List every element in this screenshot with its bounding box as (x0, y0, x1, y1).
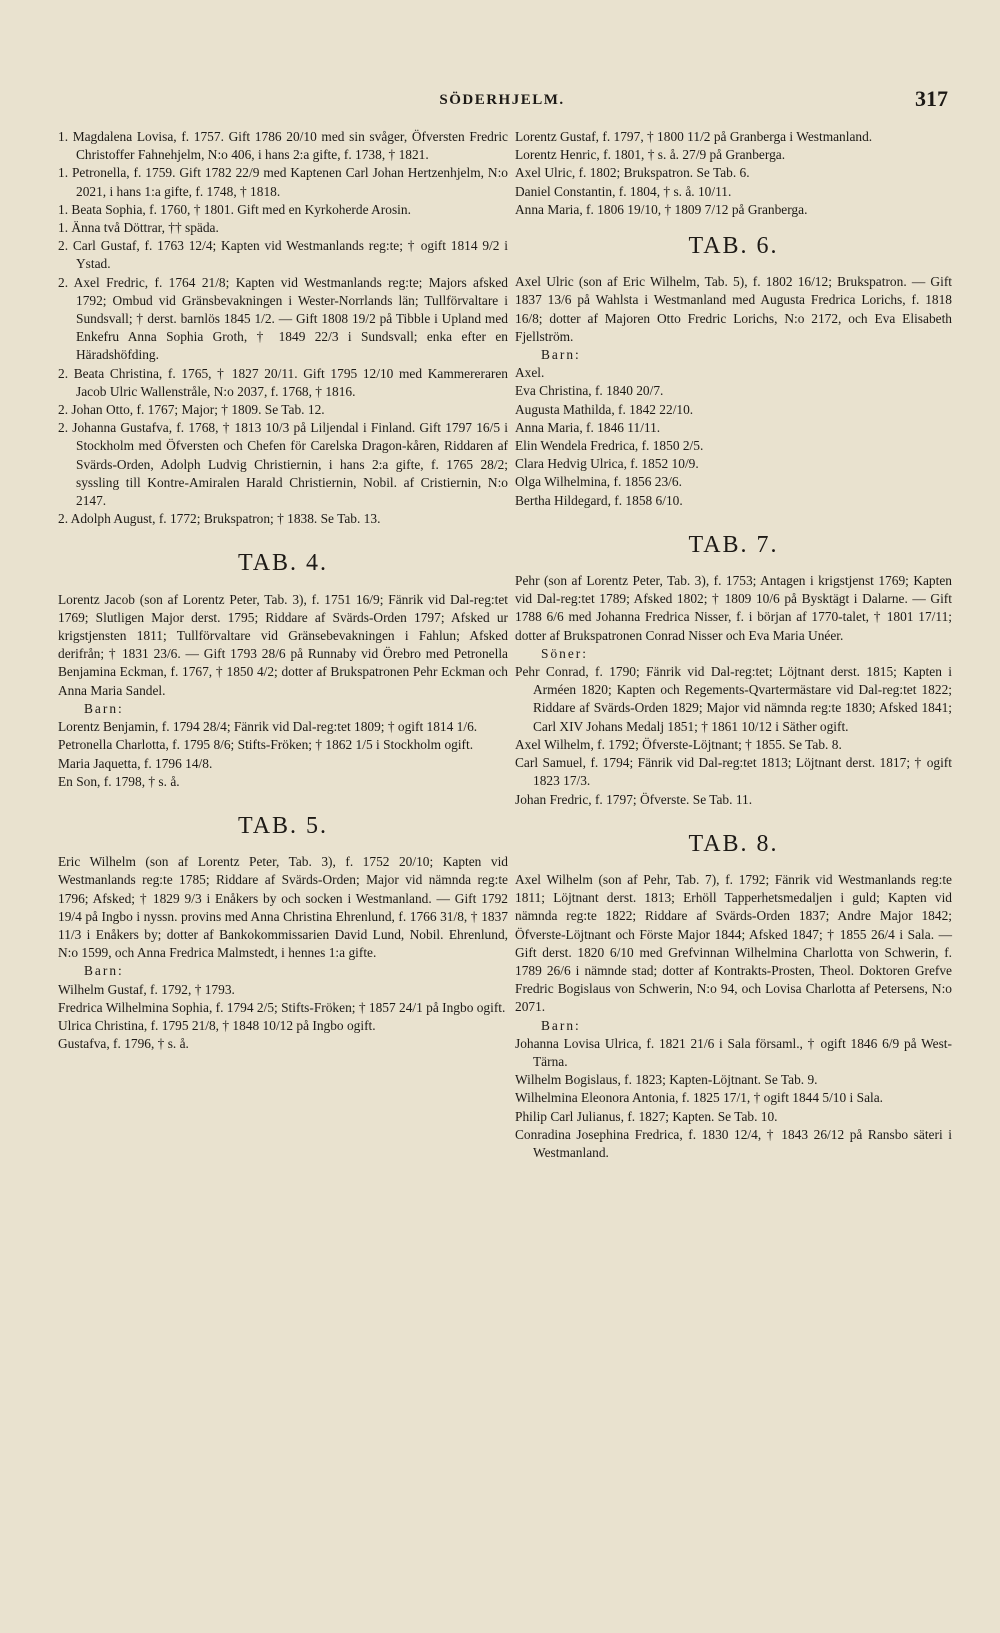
entry: 1. Beata Sophia, f. 1760, † 1801. Gift med en Kyrkoherde Arosin. (58, 201, 411, 217)
tab-5-heading: TAB. 5. (237, 812, 329, 839)
child-entry: Olga Wilhelmina, f. 1856 23/6. (515, 474, 682, 490)
child-entry: Augusta Mathilda, f. 1842 22/10. (515, 401, 694, 417)
page-header (56, 86, 948, 120)
page-number: 317 (915, 86, 948, 111)
tab-8-barn-label: Barn: (541, 1017, 581, 1033)
tab-8-body: Axel Wilhelm (son af Pehr, Tab. 7), f. 1792; Fänrik vid Westmanlands reg:te 1811; Löjtnant derst. 1813; Erhöll Tapperhetsmedaljen i guld; Kapten vid nämnda reg:te 1822; Riddare af Svärds-Orden 1837; Andre Major 1842; Öfverste-Löjtnant och Förste Major 1844; Afsked 1847; † 1855 26/4 i Sala. — Gift derst. 1820 6/10 med Grefvinnan Wilhelmina Charlotta von Schwerin, f. 1789 26/6 i nämnde stad; dotter af Kontrakts-Prosten, Theol. Doktoren Grefve Fredric Bogislaus von Schwerin, N:o 94, och Lovisa Charlotta af Petersens, N:o 2071. (515, 871, 952, 1015)
child-entry: Fredrica Wilhelmina Sophia, f. 1794 2/5; Stifts-Fröken; † 1857 24/1 på Ingbo ogift. (58, 999, 506, 1015)
left-column (58, 128, 508, 1053)
entry: Daniel Constantin, f. 1804, † s. å. 10/11. (515, 183, 732, 199)
child-entry: Wilhelm Gustaf, f. 1792, † 1793. (58, 981, 235, 997)
child-entry: Johan Fredric, f. 1797; Öfverste. Se Tab. 11. (515, 791, 753, 807)
entry: 2. Beata Christina, f. 1765, † 1827 20/11. Gift 1795 12/10 med Kammereraren Jacob Ulric Wallenstråle, N:o 2037, f. 1768, † 1816. (58, 365, 508, 399)
child-entry: Conradina Josephina Fredrica, f. 1830 12/4, † 1843 26/12 på Ransbo säteri i Westmanland. (515, 1126, 952, 1160)
entry: 1. Änna två Döttrar, †† späda. (58, 220, 219, 236)
entry: 1. Petronella, f. 1759. Gift 1782 22/9 med Kaptenen Carl Johan Hertzenhjelm, N:o 2021, i hans 1:a gifte, f. 1748, † 1818. (58, 165, 508, 199)
child-entry: En Son, f. 1798, † s. å. (58, 773, 180, 789)
tab-4-body: Lorentz Jacob (son af Lorentz Peter, Tab. 3), f. 1751 16/9; Fänrik vid Dal-reg:tet 1769; Slutligen Major derst. 1795; Riddare af Svärds-Orden 1797; Afsked ur krigstjensten 1811; Tullförvaltare vid Gränsebevakningen i Fahlun; Afsked derifrån; † 1831 23/6. — Gift 1793 28/6 på Runnaby vid Örebro med Petronella Benjamina Eckman, f. 1767, † 1850 4/2; dotter af Brukspatronen Pehr Eckman och Anna Maria Sandel. (58, 591, 508, 698)
tab-5-barn-label: Barn: (84, 963, 124, 979)
child-entry: Pehr Conrad, f. 1790; Fänrik vid Dal-reg:tet; Löjtnant derst. 1815; Kapten i Arméen 1820; Kapten och Regements-Qvartermästare vid Dal-reg:tet 1822; Riddare af Svärds-Orden 1829; Major vid nämnda reg:te 1830; Afsked 1841; Carl XIV Johans Medalj 1851; † 1861 10/12 i Säther ogift. (515, 664, 952, 734)
tab-6-body: Axel Ulric (son af Eric Wilhelm, Tab. 5), f. 1802 16/12; Brukspatron. — Gift 1837 13/6 på Wahlsta i Westmanland med Augusta Fredrica Lorichs, f. 1818 16/8; dotter af Majoren Otto Fredric Lorichs, N:o 2172, och Eva Elisabeth Fjellström. (515, 274, 952, 344)
tab-8-heading: TAB. 8. (688, 830, 779, 857)
child-entry: Anna Maria, f. 1846 11/11. (515, 419, 661, 435)
tab-7-sons-label: Söner: (541, 645, 588, 661)
child-entry: Axel. (515, 365, 545, 381)
child-entry: Wilhelm Bogislaus, f. 1823; Kapten-Löjtnant. Se Tab. 9. (515, 1072, 818, 1088)
child-entry: Bertha Hildegard, f. 1858 6/10. (515, 492, 683, 508)
child-entry: Lorentz Benjamin, f. 1794 28/4; Fänrik vid Dal-reg:tet 1809; † ogift 1814 1/6. (58, 719, 478, 735)
child-entry: Elin Wendela Fredrica, f. 1850 2/5. (515, 438, 704, 454)
tab-6-heading: TAB. 6. (688, 233, 779, 260)
tab-7-body: Pehr (son af Lorentz Peter, Tab. 3), f. 1753; Antagen i krigstjenst 1769; Kapten vid Dal-reg:tet 1789; Afsked 1802; † 1809 10/6 på Bysktägt i Dalarne. — Gift 1788 6/6 med Johanna Fredrica Nisser, f. i början af 1770-talet, † 1801 17/11; dotter af Brukspatronen Conrad Nisser och Eva Maria Unéer. (515, 573, 952, 643)
entry: 2. Axel Fredric, f. 1764 21/8; Kapten vid Westmanlands reg:te; Majors afsked 1792; Ombud vid Gränsbevakningen i Wester-Norrlands län; Tullförvaltare i Sundsvall; † derst. barnlös 1845 1/2. — Gift 1808 19/2 på Tibble i Upland med Enkefru Anna Sophia Groth, † 1849 22/3 i Sundsvall; enka efter en Häradshöfding. (58, 274, 508, 363)
entry: Lorentz Henric, f. 1801, † s. å. 27/9 på Granberga. (515, 147, 786, 163)
child-entry: Ulrica Christina, f. 1795 21/8, † 1848 10/12 på Ingbo ogift. (58, 1017, 376, 1033)
child-entry: Carl Samuel, f. 1794; Fänrik vid Dal-reg:tet 1813; Löjtnant derst. 1817; † ogift 1823 17/3. (515, 755, 952, 789)
entry: 2. Adolph August, f. 1772; Brukspatron; † 1838. Se Tab. 13. (58, 511, 381, 527)
entry: 2. Johanna Gustafva, f. 1768, † 1813 10/3 på Liljendal i Finland. Gift 1797 16/5 i Stockholm med Öfversten och Chefen för Carelska Dragon-kåren, Riddaren af Svärds-Orden, Adolph Ludvig Christiernin, i hans 2:a gifte, f. 1765 28/2; syssling till Kontre-Amiralen Harald Christiernin, Nobil. af Cristiernin, N:o 2147. (58, 420, 508, 509)
child-entry: Axel Wilhelm, f. 1792; Öfverste-Löjtnant; † 1855. Se Tab. 8. (515, 736, 842, 752)
child-entry: Johanna Lovisa Ulrica, f. 1821 21/6 i Sala församl., † ogift 1846 6/9 på West-Tärna. (515, 1035, 952, 1069)
child-entry: Wilhelmina Eleonora Antonia, f. 1825 17/1, † ogift 1844 5/10 i Sala. (515, 1090, 884, 1106)
tab-6-barn-label: Barn: (541, 347, 581, 363)
right-column (515, 128, 952, 1162)
entry: 1. Magdalena Lovisa, f. 1757. Gift 1786 20/10 med sin svåger, Öfversten Fredric Christoffer Fahnehjelm, N:o 406, i hans 2:a gifte, f. 1738, † 1821. (58, 129, 508, 163)
tab-4-barn-label: Barn: (84, 700, 124, 716)
entry: 2. Johan Otto, f. 1767; Major; † 1809. Se Tab. 12. (58, 402, 325, 418)
tab-5-body: Eric Wilhelm (son af Lorentz Peter, Tab. 3), f. 1752 20/10; Kapten vid Westmanlands reg:te 1785; Riddare af Svärds-Orden; Major vid nämnda reg:te 1796; Afsked; † 1829 9/3 i Enåkers by och socken i Westmanland. — Gift 1792 19/4 på Ingbo i nyssn. provins med Anna Christina Ehrenlund, f. 1766 31/8, † 1837 11/3 i Enåkers by; dotter af Bankokommissarien David Lund, Nobil. Ehrenlund, N:o 1599, och Anna Fredrica Malmstedt, i hennes 1:a gifte. (58, 854, 508, 961)
child-entry: Maria Jaquetta, f. 1796 14/8. (58, 755, 213, 771)
child-entry: Gustafva, f. 1796, † s. å. (58, 1036, 189, 1052)
entry: Anna Maria, f. 1806 19/10, † 1809 7/12 på Granberga. (515, 201, 808, 217)
child-entry: Clara Hedvig Ulrica, f. 1852 10/9. (515, 456, 699, 472)
entry: Axel Ulric, f. 1802; Brukspatron. Se Tab. 6. (515, 165, 750, 181)
child-entry: Petronella Charlotta, f. 1795 8/6; Stifts-Fröken; † 1862 1/5 i Stockholm ogift. (58, 737, 474, 753)
tab-7-heading: TAB. 7. (688, 531, 779, 558)
child-entry: Eva Christina, f. 1840 20/7. (515, 383, 664, 399)
running-title: SÖDERHJELM. (439, 92, 565, 108)
entry: 2. Carl Gustaf, f. 1763 12/4; Kapten vid Westmanlands reg:te; † ogift 1814 9/2 i Ystad. (58, 238, 508, 272)
child-entry: Philip Carl Julianus, f. 1827; Kapten. Se Tab. 10. (515, 1108, 778, 1124)
tab-4-heading: TAB. 4. (237, 550, 329, 577)
entry: Lorentz Gustaf, f. 1797, † 1800 11/2 på Granberga i Westmanland. (515, 129, 873, 144)
